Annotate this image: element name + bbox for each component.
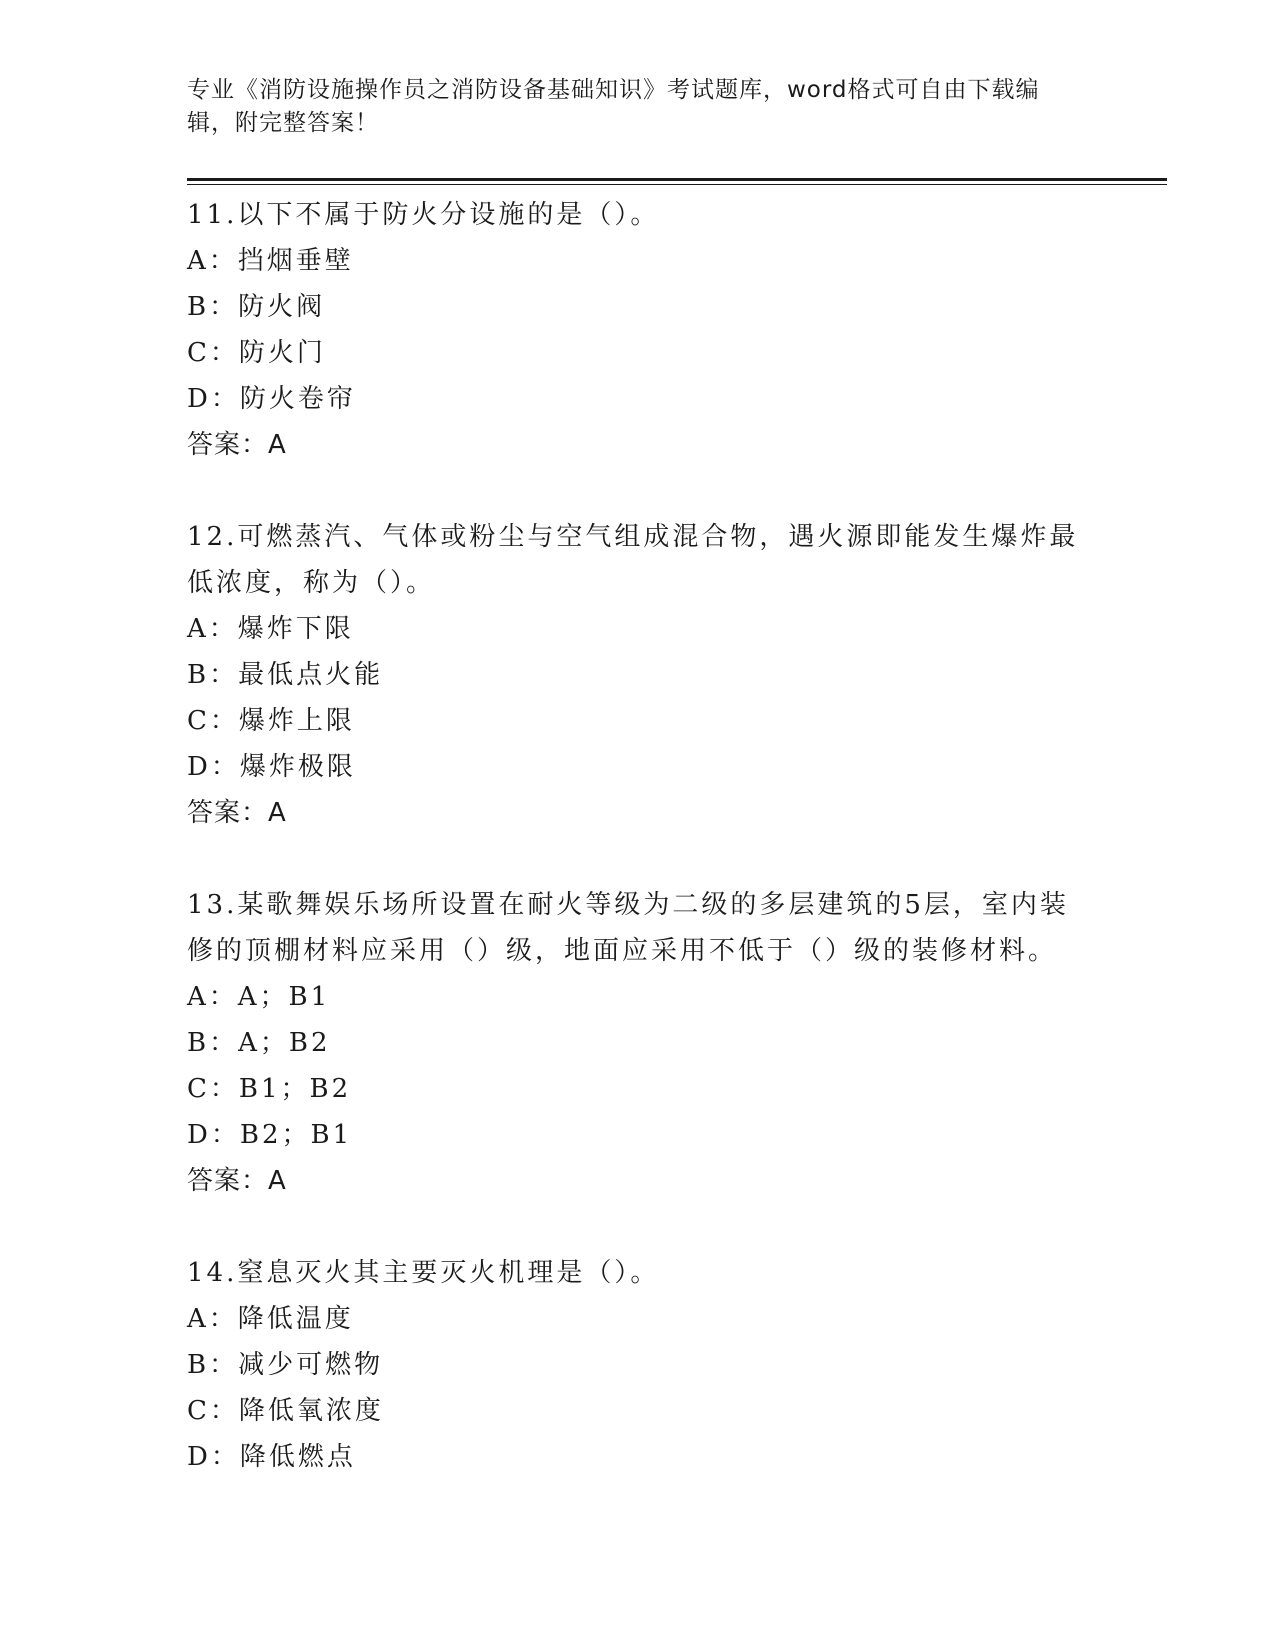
header-divider-thick bbox=[187, 178, 1167, 181]
answer-line: 答案：A bbox=[187, 430, 287, 460]
spacer bbox=[187, 836, 1087, 882]
option-d: D：降低燃点 bbox=[187, 1442, 356, 1472]
question-list bbox=[187, 192, 1087, 1480]
option-c: C：爆炸上限 bbox=[187, 706, 355, 736]
question-13 bbox=[187, 882, 1087, 1204]
option-b: B：减少可燃物 bbox=[187, 1350, 384, 1380]
header-divider-thin bbox=[187, 184, 1167, 185]
spacer bbox=[187, 468, 1087, 514]
question-stem: 13.某歌舞娱乐场所设置在耐火等级为二级的多层建筑的5层，室内装修的顶棚材料应采用（）级，地面应采用不低于（）级的装修材料。 bbox=[187, 890, 1069, 966]
answer-line: 答案：A bbox=[187, 1166, 287, 1196]
question-stem: 12.可燃蒸汽、气体或粉尘与空气组成混合物，遇火源即能发生爆炸最低浓度，称为（）。 bbox=[187, 522, 1079, 598]
document-header: 专业《消防设施操作员之消防设备基础知识》考试题库，word格式可自由下载编辑，附完整答案！ bbox=[187, 77, 1040, 136]
answer-line: 答案：A bbox=[187, 798, 287, 828]
option-c: C：防火门 bbox=[187, 338, 326, 368]
question-stem: 11.以下不属于防火分设施的是（）。 bbox=[187, 200, 660, 230]
option-c: C：降低氧浓度 bbox=[187, 1396, 384, 1426]
option-a: A：挡烟垂壁 bbox=[187, 246, 354, 276]
question-12 bbox=[187, 514, 1087, 836]
option-a: A：降低温度 bbox=[187, 1304, 354, 1334]
option-b: B：最低点火能 bbox=[187, 660, 384, 690]
spacer bbox=[187, 1204, 1087, 1250]
question-stem: 14.窒息灭火其主要灭火机理是（）。 bbox=[187, 1258, 660, 1288]
option-d: D：B2；B1 bbox=[187, 1120, 353, 1150]
question-11 bbox=[187, 192, 1087, 468]
option-a: A：爆炸下限 bbox=[187, 614, 354, 644]
option-c: C：B1；B2 bbox=[187, 1074, 352, 1104]
option-d: D：防火卷帘 bbox=[187, 384, 356, 414]
question-14 bbox=[187, 1250, 1087, 1480]
option-b: B：A；B2 bbox=[187, 1028, 331, 1058]
option-a: A：A；B1 bbox=[187, 982, 331, 1012]
option-d: D：爆炸极限 bbox=[187, 752, 356, 782]
option-b: B：防火阀 bbox=[187, 292, 326, 322]
